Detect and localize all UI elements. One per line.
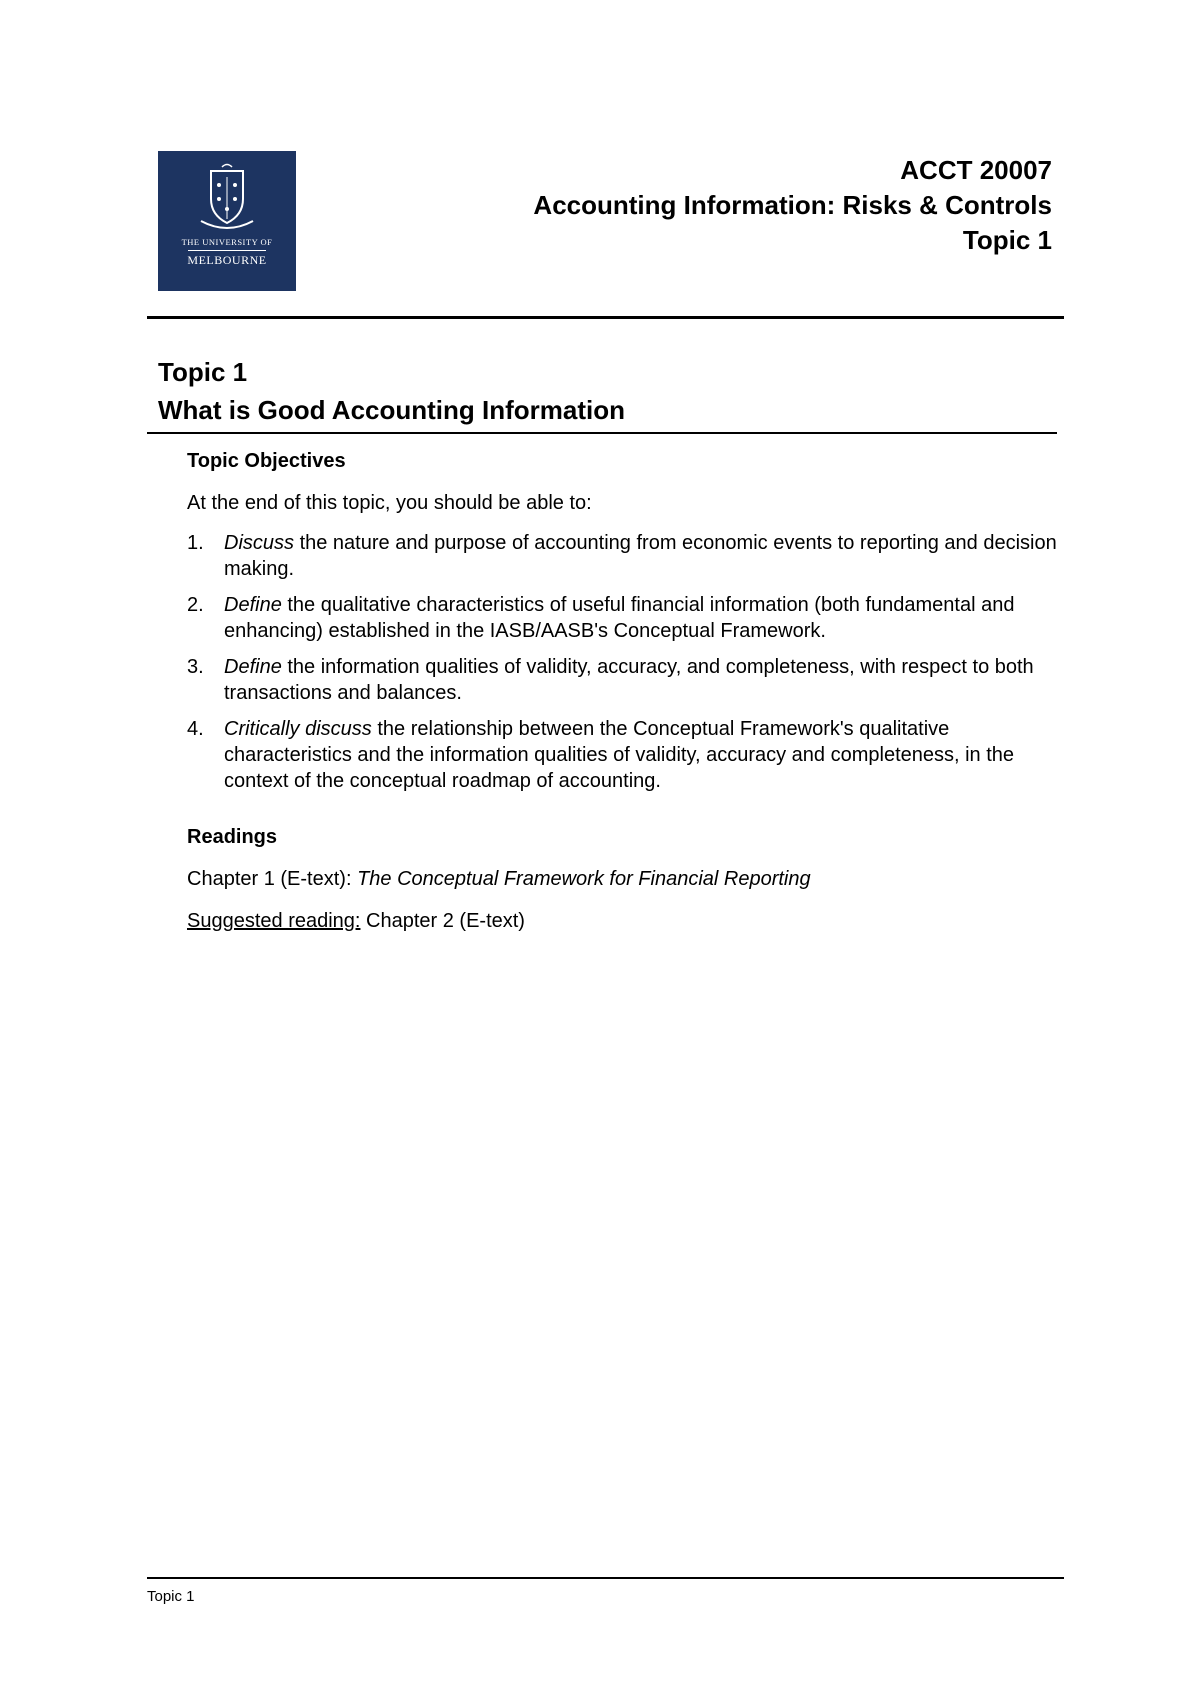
primary-reading-prefix: Chapter 1 (E-text): (187, 868, 358, 890)
objectives-heading: Topic Objectives (187, 450, 346, 472)
university-crest-icon (196, 163, 258, 233)
list-item-number: 4. (187, 718, 204, 740)
objective-verb: Discuss (224, 532, 295, 554)
list-item (187, 530, 1057, 582)
logo-divider (188, 250, 266, 251)
objective-text: the nature and purpose of accounting from economic events to reporting and decision making. (224, 532, 1057, 580)
header-topic: Topic 1 (962, 225, 1052, 255)
page-footer: Topic 1 (147, 1588, 195, 1605)
document-header (533, 153, 1052, 258)
footer-divider (147, 1577, 1064, 1579)
primary-reading-title: The Conceptual Framework for Financial Reporting (357, 868, 811, 890)
topic-label: Topic 1 (158, 357, 248, 387)
objectives-list (187, 530, 1057, 794)
objectives-intro: At the end of this topic, you should be able to: (187, 492, 592, 514)
course-title: Accounting Information: Risks & Controls (533, 190, 1052, 220)
university-logo (158, 151, 296, 291)
logo-text-line2: MELBOURNE (187, 253, 267, 267)
primary-reading (187, 866, 1057, 892)
page-title: What is Good Accounting Information (158, 395, 625, 425)
list-item-number: 3. (187, 656, 204, 678)
list-item-number: 1. (187, 532, 204, 554)
suggested-reading-label: Suggested reading: (187, 910, 361, 932)
course-code: ACCT 20007 (900, 155, 1052, 185)
list-item (187, 592, 1057, 644)
objective-text: the information qualities of validity, accuracy, and completeness, with respect to both transactions and balances. (224, 656, 1034, 704)
title-divider (147, 432, 1057, 434)
objective-text: the qualitative characteristics of useful financial information (both fundamental and enhancing) established in the IASB/AASB's Conceptual Framework. (224, 594, 1015, 642)
suggested-reading-text: Chapter 2 (E-text) (360, 910, 525, 932)
list-item (187, 654, 1057, 706)
main-content (187, 448, 1057, 934)
readings-heading: Readings (187, 826, 278, 848)
header-divider (147, 316, 1064, 319)
objective-verb: Critically discuss (224, 718, 372, 740)
list-item (187, 716, 1057, 794)
suggested-reading (187, 908, 1057, 934)
logo-text-line1: THE UNIVERSITY OF (181, 237, 273, 247)
objective-text: the relationship between the Conceptual Framework's qualitative characteristics and the information qualities of validity, accuracy and completeness, in the context of the conceptual roadmap of accounting. (224, 718, 1015, 792)
objective-verb: Define (224, 656, 282, 678)
list-item-number: 2. (187, 594, 204, 616)
objective-verb: Define (224, 594, 282, 616)
